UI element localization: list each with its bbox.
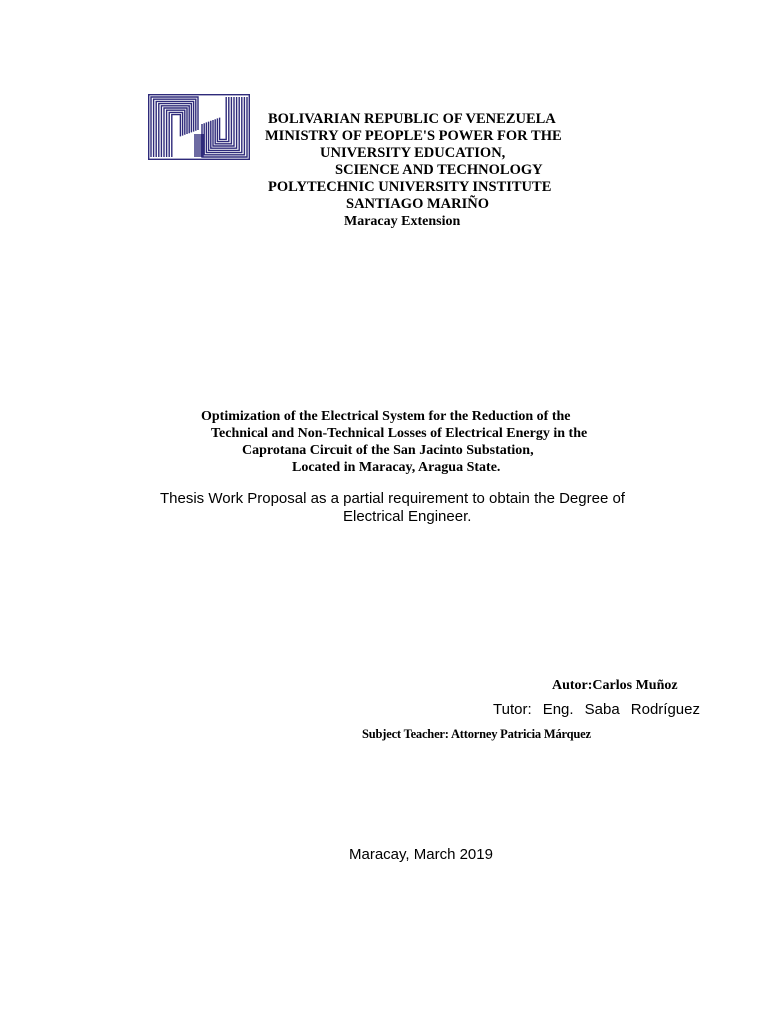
tutor-word-4: Rodríguez (630, 701, 700, 718)
header-line-2: MINISTRY OF PEOPLE'S POWER FOR THE (265, 128, 562, 144)
header-line-7: Maracay Extension (344, 214, 461, 229)
tutor-line (493, 701, 700, 718)
tutor-word-3: Saba (584, 701, 620, 718)
place-date: Maracay, March 2019 (349, 846, 493, 863)
title-line-4: Located in Maracay, Aragua State. (292, 460, 501, 475)
purpose-line-1: Thesis Work Proposal as a partial requirement to obtain the Degree of (160, 490, 625, 507)
tutor-word-1: Tutor: (493, 701, 532, 718)
header-line-3: UNIVERSITY EDUCATION, (320, 145, 506, 161)
title-line-2: Technical and Non-Technical Losses of Electrical Energy in the (211, 426, 588, 441)
subject-teacher-line: Subject Teacher: Attorney Patricia Márquez (362, 727, 591, 741)
header-line-1: BOLIVARIAN REPUBLIC OF VENEZUELA (268, 111, 556, 127)
title-line-3: Caprotana Circuit of the San Jacinto Substation, (242, 443, 534, 458)
tutor-word-2: Eng. (542, 701, 574, 718)
header-line-5: POLYTECHNIC UNIVERSITY INSTITUTE (268, 179, 552, 195)
title-line-1: Optimization of the Electrical System for the Reduction of the (201, 409, 571, 424)
university-logo-icon (148, 94, 250, 160)
author-line: Autor:Carlos Muñoz (552, 678, 678, 693)
header-line-6: SANTIAGO MARIÑO (346, 196, 489, 212)
purpose-line-2: Electrical Engineer. (343, 508, 472, 525)
header-line-4: SCIENCE AND TECHNOLOGY (335, 162, 543, 178)
